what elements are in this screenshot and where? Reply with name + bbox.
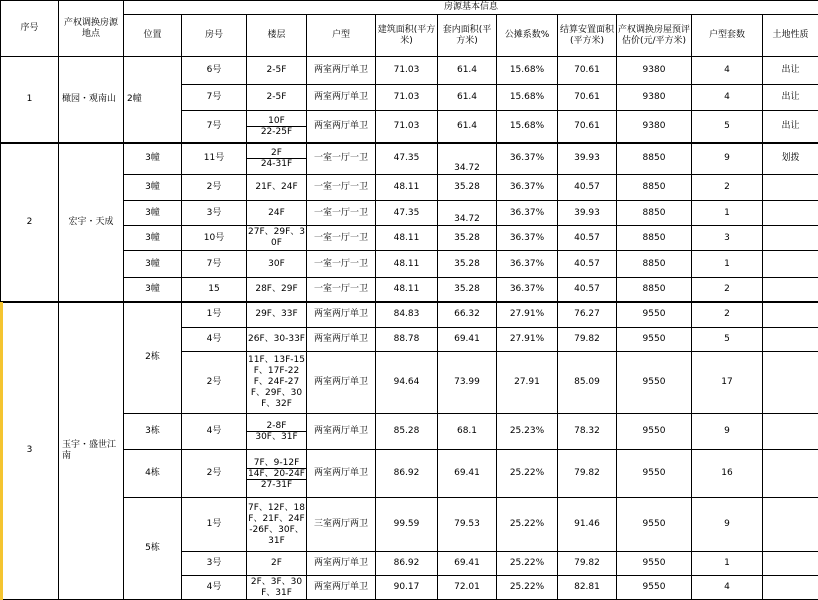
inner-cell: 35.28 xyxy=(438,251,497,278)
land-cell xyxy=(763,576,818,600)
floor-cell xyxy=(247,450,307,498)
count-cell: 4 xyxy=(692,85,763,111)
inner-cell: 79.53 xyxy=(438,498,497,552)
type-cell: 两室两厅单卫 xyxy=(307,302,376,328)
inner-cell: 69.41 xyxy=(438,450,497,498)
settle-cell: 79.82 xyxy=(558,328,617,352)
settle-cell: 79.82 xyxy=(558,552,617,576)
land-cell: 划拨 xyxy=(763,143,818,175)
type-cell: 两室两厅单卫 xyxy=(307,85,376,111)
floor-cell: 2-5F xyxy=(247,57,307,85)
land-cell xyxy=(763,498,818,552)
room-cell: 4号 xyxy=(182,576,247,600)
settle-cell: 70.61 xyxy=(558,85,617,111)
inner-cell: 34.72 xyxy=(438,143,497,175)
floor-part: 2F xyxy=(271,148,282,159)
room-cell: 15 xyxy=(182,278,247,302)
area-cell: 47.35 xyxy=(376,201,438,226)
group-seq: 2 xyxy=(1,143,59,302)
price-cell: 9550 xyxy=(617,576,692,600)
area-cell: 48.11 xyxy=(376,226,438,251)
room-cell: 1号 xyxy=(182,302,247,328)
price-cell: 9550 xyxy=(617,552,692,576)
area-cell: 88.78 xyxy=(376,328,438,352)
position-cell: 3幢 xyxy=(124,278,182,302)
row-selection-marker xyxy=(0,302,3,600)
share-cell: 25.22% xyxy=(497,498,558,552)
settle-cell: 85.09 xyxy=(558,352,617,414)
area-cell: 71.03 xyxy=(376,111,438,143)
share-cell: 25.23% xyxy=(497,414,558,450)
floor-cell: 28F、29F xyxy=(247,278,307,302)
land-cell xyxy=(763,414,818,450)
inner-cell: 69.41 xyxy=(438,328,497,352)
type-cell: 一室一厅一卫 xyxy=(307,143,376,175)
settle-cell: 91.46 xyxy=(558,498,617,552)
room-cell: 3号 xyxy=(182,552,247,576)
settle-cell: 76.27 xyxy=(558,302,617,328)
count-cell: 1 xyxy=(692,552,763,576)
land-cell xyxy=(763,450,818,498)
land-cell xyxy=(763,251,818,278)
type-cell: 三室两厅两卫 xyxy=(307,498,376,552)
floor-part: 10F xyxy=(268,115,285,126)
area-cell: 86.92 xyxy=(376,552,438,576)
type-cell: 一室一厅一卫 xyxy=(307,278,376,302)
price-cell: 9550 xyxy=(617,302,692,328)
header-col: 位置 xyxy=(124,15,182,57)
group-location: 玉宇・盛世江南 xyxy=(59,302,124,600)
price-cell: 8850 xyxy=(617,251,692,278)
land-cell xyxy=(763,552,818,576)
area-cell: 48.11 xyxy=(376,175,438,201)
floor-cell: 26F、30-33F xyxy=(247,328,307,352)
share-cell: 25.22% xyxy=(497,552,558,576)
share-cell: 15.68% xyxy=(497,111,558,143)
type-cell: 两室两厅单卫 xyxy=(307,414,376,450)
header-col: 楼层 xyxy=(247,15,307,57)
area-cell: 48.11 xyxy=(376,251,438,278)
price-cell: 9550 xyxy=(617,450,692,498)
floor-cell xyxy=(247,111,307,143)
land-cell xyxy=(763,302,818,328)
floor-part: 24-31F xyxy=(247,158,306,169)
share-cell: 15.68% xyxy=(497,57,558,85)
count-cell: 2 xyxy=(692,175,763,201)
inner-cell: 73.99 xyxy=(438,352,497,414)
room-cell: 2号 xyxy=(182,450,247,498)
price-cell: 9380 xyxy=(617,85,692,111)
settle-cell: 40.57 xyxy=(558,278,617,302)
room-cell: 7号 xyxy=(182,85,247,111)
inner-cell: 61.4 xyxy=(438,85,497,111)
share-cell: 25.22% xyxy=(497,450,558,498)
position-cell: 5栋 xyxy=(124,498,182,600)
area-cell: 71.03 xyxy=(376,57,438,85)
count-cell: 2 xyxy=(692,302,763,328)
header-col: 套内面积(平方米) xyxy=(438,15,497,57)
price-cell: 8850 xyxy=(617,143,692,175)
share-cell: 36.37% xyxy=(497,278,558,302)
inner-cell: 35.28 xyxy=(438,175,497,201)
share-cell: 27.91 xyxy=(497,352,558,414)
price-cell: 9550 xyxy=(617,352,692,414)
land-cell xyxy=(763,328,818,352)
count-cell: 1 xyxy=(692,201,763,226)
inner-cell: 35.28 xyxy=(438,278,497,302)
count-cell: 2 xyxy=(692,278,763,302)
land-cell: 出让 xyxy=(763,57,818,85)
position-cell: 3幢 xyxy=(124,251,182,278)
room-cell: 7号 xyxy=(182,251,247,278)
area-cell: 85.28 xyxy=(376,414,438,450)
position-cell: 3栋 xyxy=(124,414,182,450)
room-cell: 2号 xyxy=(182,175,247,201)
price-cell: 8850 xyxy=(617,278,692,302)
area-cell: 47.35 xyxy=(376,143,438,175)
settle-cell: 70.61 xyxy=(558,111,617,143)
floor-cell xyxy=(247,414,307,450)
area-cell: 90.17 xyxy=(376,576,438,600)
group-location: 橄园・观南山 xyxy=(59,57,124,143)
settle-cell: 79.82 xyxy=(558,450,617,498)
position-cell: 3幢 xyxy=(124,143,182,175)
settle-cell: 39.93 xyxy=(558,143,617,175)
room-cell: 3号 xyxy=(182,201,247,226)
share-cell: 36.37% xyxy=(497,251,558,278)
inner-cell: 61.4 xyxy=(438,57,497,85)
header-col: 公摊系数% xyxy=(497,15,558,57)
share-cell: 15.68% xyxy=(497,85,558,111)
type-cell: 两室两厅单卫 xyxy=(307,328,376,352)
floor-cell: 27F、29F、30F xyxy=(247,226,307,251)
header-col: 户型套数 xyxy=(692,15,763,57)
settle-cell: 39.93 xyxy=(558,201,617,226)
position-cell: 3幢 xyxy=(124,226,182,251)
area-cell: 86.92 xyxy=(376,450,438,498)
header-col: 建筑面积(平方米) xyxy=(376,15,438,57)
type-cell: 两室两厅单卫 xyxy=(307,552,376,576)
count-cell: 9 xyxy=(692,498,763,552)
share-cell: 27.91% xyxy=(497,302,558,328)
settle-cell: 40.57 xyxy=(558,175,617,201)
room-cell: 1号 xyxy=(182,498,247,552)
share-cell: 36.37% xyxy=(497,226,558,251)
price-cell: 8850 xyxy=(617,201,692,226)
count-cell: 9 xyxy=(692,143,763,175)
floor-part: 22-25F xyxy=(247,126,306,137)
share-cell: 36.37% xyxy=(497,201,558,226)
count-cell: 9 xyxy=(692,414,763,450)
floor-part: 7F、9-12F xyxy=(253,457,300,468)
group-seq: 1 xyxy=(1,57,59,143)
floor-cell: 2F、3F、30F、31F xyxy=(247,576,307,600)
count-cell: 3 xyxy=(692,226,763,251)
settle-cell: 40.57 xyxy=(558,251,617,278)
group-location: 宏宇・天成 xyxy=(59,143,124,302)
settle-cell: 82.81 xyxy=(558,576,617,600)
count-cell: 4 xyxy=(692,57,763,85)
position-cell: 2栋 xyxy=(124,302,182,414)
floor-cell: 7F、12F、18F、21F、24F-26F、30F、31F xyxy=(247,498,307,552)
type-cell: 一室一厅一卫 xyxy=(307,201,376,226)
floor-cell: 2-5F xyxy=(247,85,307,111)
settle-cell: 78.32 xyxy=(558,414,617,450)
floor-cell: 30F xyxy=(247,251,307,278)
land-cell: 出让 xyxy=(763,111,818,143)
floor-cell: 11F、13F-15F、17F-22F、24F-27F、29F、30F、32F xyxy=(247,352,307,414)
type-cell: 两室两厅单卫 xyxy=(307,57,376,85)
price-cell: 9550 xyxy=(617,414,692,450)
land-cell: 出让 xyxy=(763,85,818,111)
room-cell: 4号 xyxy=(182,414,247,450)
header-col: 产权调换房屋预评估价(元/平方米) xyxy=(617,15,692,57)
price-cell: 9550 xyxy=(617,498,692,552)
settle-cell: 70.61 xyxy=(558,57,617,85)
floor-cell: 2F xyxy=(247,552,307,576)
position-cell: 4栋 xyxy=(124,450,182,498)
share-cell: 25.22% xyxy=(497,576,558,600)
floor-cell xyxy=(247,143,307,175)
share-cell: 36.37% xyxy=(497,175,558,201)
room-cell: 7号 xyxy=(182,111,247,143)
inner-cell: 61.4 xyxy=(438,111,497,143)
room-cell: 6号 xyxy=(182,57,247,85)
floor-cell: 24F xyxy=(247,201,307,226)
settle-cell: 40.57 xyxy=(558,226,617,251)
inner-cell: 68.1 xyxy=(438,414,497,450)
floor-cell: 29F、33F xyxy=(247,302,307,328)
price-cell: 9550 xyxy=(617,328,692,352)
room-cell: 2号 xyxy=(182,352,247,414)
count-cell: 1 xyxy=(692,251,763,278)
room-cell: 10号 xyxy=(182,226,247,251)
header-location: 产权调换房源地点 xyxy=(59,1,124,57)
type-cell: 两室两厅单卫 xyxy=(307,111,376,143)
land-cell xyxy=(763,175,818,201)
price-cell: 9380 xyxy=(617,111,692,143)
floor-part: 27-31F xyxy=(247,479,306,490)
type-cell: 一室一厅一卫 xyxy=(307,175,376,201)
area-cell: 84.83 xyxy=(376,302,438,328)
land-cell xyxy=(763,226,818,251)
count-cell: 4 xyxy=(692,576,763,600)
room-cell: 4号 xyxy=(182,328,247,352)
price-cell: 8850 xyxy=(617,175,692,201)
count-cell: 5 xyxy=(692,111,763,143)
share-cell: 36.37% xyxy=(497,143,558,175)
room-cell: 11号 xyxy=(182,143,247,175)
position-cell: 2幢 xyxy=(124,57,182,143)
header-group: 房源基本信息 xyxy=(124,1,818,15)
position-cell: 3幢 xyxy=(124,201,182,226)
floor-part: 14F、20-24F xyxy=(248,468,305,479)
header-seq: 序号 xyxy=(1,1,59,57)
header-col: 房号 xyxy=(182,15,247,57)
area-cell: 48.11 xyxy=(376,278,438,302)
type-cell: 两室两厅单卫 xyxy=(307,352,376,414)
land-cell xyxy=(763,278,818,302)
price-cell: 9380 xyxy=(617,57,692,85)
group-seq: 3 xyxy=(1,302,59,600)
floor-cell: 21F、24F xyxy=(247,175,307,201)
share-cell: 27.91% xyxy=(497,328,558,352)
position-cell: 3幢 xyxy=(124,175,182,201)
type-cell: 两室两厅单卫 xyxy=(307,576,376,600)
price-cell: 8850 xyxy=(617,226,692,251)
area-cell: 71.03 xyxy=(376,85,438,111)
type-cell: 一室一厅一卫 xyxy=(307,251,376,278)
inner-cell: 34.72 xyxy=(438,201,497,226)
count-cell: 17 xyxy=(692,352,763,414)
floor-part: 30F、31F xyxy=(247,431,306,442)
area-cell: 94.64 xyxy=(376,352,438,414)
header-col: 土地性质 xyxy=(763,15,818,57)
floor-part: 2-8F xyxy=(266,421,287,431)
inner-cell: 66.32 xyxy=(438,302,497,328)
type-cell: 一室一厅一卫 xyxy=(307,226,376,251)
type-cell: 两室两厅单卫 xyxy=(307,450,376,498)
inner-cell: 35.28 xyxy=(438,226,497,251)
area-cell: 99.59 xyxy=(376,498,438,552)
count-cell: 16 xyxy=(692,450,763,498)
inner-cell: 72.01 xyxy=(438,576,497,600)
inner-cell: 69.41 xyxy=(438,552,497,576)
header-col: 结算安置面积(平方米) xyxy=(558,15,617,57)
header-col: 户型 xyxy=(307,15,376,57)
land-cell xyxy=(763,352,818,414)
land-cell xyxy=(763,201,818,226)
count-cell: 5 xyxy=(692,328,763,352)
